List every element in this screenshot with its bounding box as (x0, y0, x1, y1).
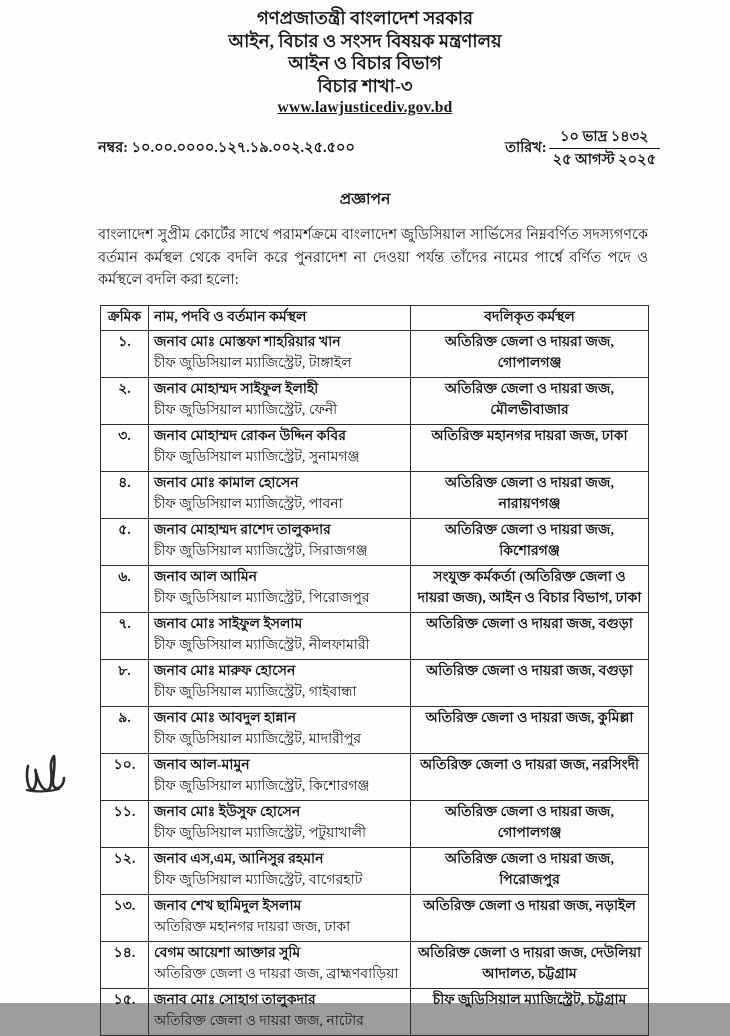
person-designation: চীফ জুডিসিয়াল ম্যাজিস্ট্রেট, গাইবান্ধা (154, 684, 357, 700)
memo-number (98, 137, 355, 161)
transferred-post-cell: অতিরিক্ত জেলা ও দায়রা জজ, নারায়ণগঞ্জ (411, 471, 649, 518)
table-row (101, 800, 649, 847)
government-name: গণপ্রজাতন্ত্রী বাংলাদেশ সরকার (256, 8, 474, 28)
transferred-post-cell: অতিরিক্ত জেলা ও দায়রা জজ, বগুড়া (411, 612, 649, 659)
serial-cell: ১৪. (101, 941, 149, 988)
person-designation: চীফ জুডিসিয়াল ম্যাজিস্ট্রেট, নীলফামারী (154, 637, 370, 653)
person-designation: চীফ জুডিসিয়াল ম্যাজিস্ট্রেট, মাদারীপুর (154, 731, 362, 747)
date-stack (549, 127, 660, 170)
person-name: জনাব মোঃ আবদুল হান্নান (154, 710, 296, 726)
table-row (101, 753, 649, 800)
table-row (101, 424, 649, 471)
table-row (101, 565, 649, 612)
table-header-row (101, 305, 649, 330)
person-name: জনাব এস,এম, আনিসুর রহমান (154, 851, 324, 867)
transferred-post-cell: অতিরিক্ত জেলা ও দায়রা জজ, মৌলভীবাজার (411, 377, 649, 424)
transferred-post-cell: অতিরিক্ত জেলা ও দায়রা জজ, নরসিংদী (411, 753, 649, 800)
serial-cell: ৬. (101, 565, 149, 612)
division-name: আইন ও বিচার বিভাগ (288, 53, 442, 73)
table-row (101, 377, 649, 424)
name-cell (149, 988, 411, 1035)
person-name: জনাব শেখ ছামিদুল ইসলাম (154, 898, 302, 914)
name-cell (149, 518, 411, 565)
serial-cell: ৪. (101, 471, 149, 518)
serial-cell: ১. (101, 330, 149, 377)
intro-paragraph: বাংলাদেশ সুপ্রীম কোর্টের সাথে পরামর্শক্রমে বাংলাদেশ জুডিসিয়াল সার্ভিসের নিম্নবর্ণিত সদস্যগণকে বর্তমান কর্মস্থল থেকে বদলি করে পুনরাদেশ না দেওয়া পর্যন্ত তাঁদের নামের পার্শ্বে বর্ণিত পদে ও কর্মস্থলে বদলি করা হলো: (98, 227, 648, 288)
person-name: জনাব মোঃ কামাল হোসেন (154, 475, 299, 491)
name-cell (149, 941, 411, 988)
serial-cell: ১৩. (101, 894, 149, 941)
person-name: জনাব আল-মামুন (154, 757, 250, 773)
memo-number-value: ১০.০০.০০০০.১২৭.১৯.০০২.২৫.৫০০ (131, 139, 355, 156)
serial-cell: ৫. (101, 518, 149, 565)
transferred-post-cell: সংযুক্ত কর্মকর্তা (অতিরিক্ত জেলা ও দায়রা জজ), আইন ও বিচার বিভাগ, ঢাকা (411, 565, 649, 612)
serial-cell: ৭. (101, 612, 149, 659)
name-cell (149, 424, 411, 471)
person-designation: চীফ জুডিসিয়াল ম্যাজিস্ট্রেট, পিরোজপুর (154, 590, 370, 606)
handwritten-initials-mark (18, 748, 74, 816)
person-name: জনাব মোঃ সোহাগ তালুকদার (154, 992, 316, 1008)
person-name: জনাব মোঃ মোস্তফা শাহরিয়ার খান (154, 334, 341, 350)
date-label: তারিখ: (505, 139, 547, 156)
name-cell (149, 377, 411, 424)
name-cell (149, 706, 411, 753)
table-row (101, 894, 649, 941)
website-url: www.lawjusticediv.gov.bd (277, 99, 453, 116)
branch-name: বিচার শাখা-৩ (317, 75, 413, 96)
person-designation: চীফ জুডিসিয়াল ম্যাজিস্ট্রেট, ফেনী (154, 402, 338, 418)
serial-cell: ১২. (101, 847, 149, 894)
table-row (101, 847, 649, 894)
person-designation: অতিরিক্ত জেলা ও দায়রা জজ, নাটোর (154, 1013, 364, 1029)
name-cell (149, 753, 411, 800)
name-cell (149, 659, 411, 706)
name-cell (149, 612, 411, 659)
column-header-name-designation: নাম, পদবি ও বর্তমান কর্মস্থল (149, 305, 411, 330)
person-name: জনাব আল আমিন (154, 569, 257, 585)
table-row (101, 988, 649, 1035)
person-name: জনাব মোহাম্মদ সাইফুল ইলাহী (154, 381, 319, 397)
serial-cell: ৩. (101, 424, 149, 471)
table-row (101, 612, 649, 659)
table-row (101, 941, 649, 988)
person-designation: চীফ জুডিসিয়াল ম্যাজিস্ট্রেট, সুনামগঞ্জ (154, 449, 360, 465)
name-cell (149, 565, 411, 612)
transferred-post-cell: অতিরিক্ত জেলা ও দায়রা জজ, নড়াইল (411, 894, 649, 941)
transferred-post-cell: অতিরিক্ত মহানগর দায়রা জজ, ঢাকা (411, 424, 649, 471)
person-designation: চীফ জুডিসিয়াল ম্যাজিস্ট্রেট, টাঙ্গাইল (154, 355, 352, 371)
name-cell (149, 847, 411, 894)
person-name: জনাব মোঃ মারুফ হোসেন (154, 663, 296, 679)
person-designation: চীফ জুডিসিয়াল ম্যাজিস্ট্রেট, পটুয়াখালী (154, 825, 367, 841)
name-cell (149, 894, 411, 941)
person-name: বেগম আয়েশা আক্তার সুমি (154, 945, 301, 961)
memo-date (505, 127, 660, 170)
name-cell (149, 330, 411, 377)
table-body (101, 330, 649, 1035)
column-header-serial: ক্রমিক (101, 305, 149, 330)
table-row (101, 518, 649, 565)
person-designation: চীফ জুডিসিয়াল ম্যাজিস্ট্রেট, বাগেরহাট (154, 872, 363, 888)
person-designation: চীফ জুডিসিয়াল ম্যাজিস্ট্রেট, সিরাজগঞ্জ (154, 543, 368, 559)
person-name: জনাব মোঃ ইউসুফ হোসেন (154, 804, 301, 820)
person-designation: অতিরিক্ত জেলা ও দায়রা জজ, ব্রাহ্মণবাড়িয়া (154, 966, 399, 982)
date-gregorian: ২৫ আগস্ট ২০২৫ (552, 152, 656, 168)
person-designation: অতিরিক্ত মহানগর দায়রা জজ, ঢাকা (154, 919, 351, 935)
memo-number-label: নম্বর: (98, 139, 129, 156)
transferred-post-cell: অতিরিক্ত জেলা ও দায়রা জজ, দেউলিয়া আদালত, চট্টগ্রাম (411, 941, 649, 988)
person-name: জনাব মোহাম্মদ রোকন উদ্দিন কবির (154, 428, 346, 444)
ministry-name: আইন, বিচার ও সংসদ বিষয়ক মন্ত্রণালয় (228, 30, 502, 51)
serial-cell: ১৫. (101, 988, 149, 1035)
letterhead (0, 0, 730, 117)
table-row (101, 471, 649, 518)
transferred-post-cell: অতিরিক্ত জেলা ও দায়রা জজ, কিশোরগঞ্জ (411, 518, 649, 565)
transferred-post-cell: অতিরিক্ত জেলা ও দায়রা জজ, গোপালগঞ্জ (411, 800, 649, 847)
memo-row (98, 127, 660, 170)
table-row (101, 659, 649, 706)
person-designation: চীফ জুডিসিয়াল ম্যাজিস্ট্রেট, পাবনা (154, 496, 343, 512)
transferred-post-cell: অতিরিক্ত জেলা ও দায়রা জজ, পিরোজপুর (411, 847, 649, 894)
transfer-table (100, 305, 649, 1036)
name-cell (149, 471, 411, 518)
serial-cell: ১১. (101, 800, 149, 847)
name-cell (149, 800, 411, 847)
transferred-post-cell: চীফ জুডিসিয়াল ম্যাজিস্ট্রেট, চট্টগ্রাম (411, 988, 649, 1035)
transferred-post-cell: অতিরিক্ত জেলা ও দায়রা জজ, গোপালগঞ্জ (411, 330, 649, 377)
person-designation: চীফ জুডিসিয়াল ম্যাজিস্ট্রেট, কিশোরগঞ্জ (154, 778, 370, 794)
person-name: জনাব মোহাম্মদ রাশেদ তালুকদার (154, 522, 331, 538)
notification-title: প্রজ্ঞাপন (339, 191, 391, 208)
serial-cell: ১০. (101, 753, 149, 800)
person-name: জনাব মোঃ সাইফুল ইসলাম (154, 616, 303, 632)
serial-cell: ২. (101, 377, 149, 424)
transferred-post-cell: অতিরিক্ত জেলা ও দায়রা জজ, কুমিল্লা (411, 706, 649, 753)
transferred-post-cell: অতিরিক্ত জেলা ও দায়রা জজ, বগুড়া (411, 659, 649, 706)
table-row (101, 330, 649, 377)
serial-cell: ৮. (101, 659, 149, 706)
column-header-transferred-post: বদলিকৃত কর্মস্থল (411, 305, 649, 330)
serial-cell: ৯. (101, 706, 149, 753)
date-bangla: ১০ ভাদ্র ১৪৩২ (549, 127, 660, 149)
table-row (101, 706, 649, 753)
